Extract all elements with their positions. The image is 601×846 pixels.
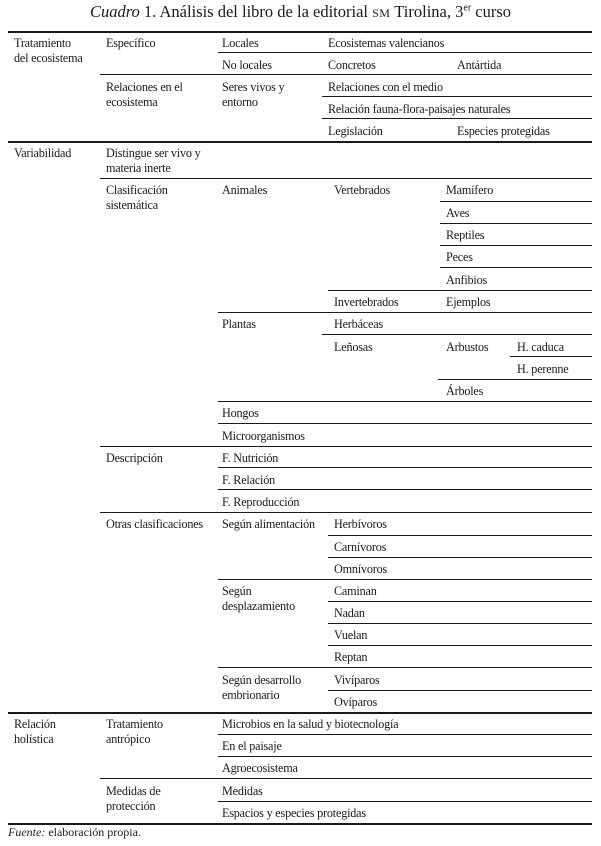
cell: Ecosistemas valencianos xyxy=(328,36,445,50)
rule xyxy=(438,379,592,380)
cell-category: Tratamiento del ecosistema xyxy=(14,36,83,65)
cell: Clasificación sistemática xyxy=(106,183,168,212)
cell: Espacios y especies protegidas xyxy=(222,806,366,820)
rule xyxy=(440,201,592,202)
cell: F. Nutrición xyxy=(222,451,279,465)
section-rule xyxy=(8,712,592,714)
cell: Herbívoros xyxy=(334,517,387,531)
cell: En el paisaje xyxy=(222,739,282,753)
rule xyxy=(440,245,592,246)
cell: Árboles xyxy=(446,384,484,398)
rule xyxy=(100,446,592,447)
cell: Hongos xyxy=(222,406,259,420)
cell: Agroecosistema xyxy=(222,761,298,775)
rule xyxy=(440,267,592,268)
rule xyxy=(100,778,592,779)
rule xyxy=(328,535,592,536)
section-rule xyxy=(8,141,592,143)
cell: F. Reproducción xyxy=(222,495,300,509)
cell: Aves xyxy=(446,206,470,220)
cell: Plantas xyxy=(222,317,256,331)
cell: Anfibios xyxy=(446,273,488,287)
cell: Vuelan xyxy=(334,628,368,642)
cell: Especies protegidas xyxy=(457,124,550,138)
cell-category: Variabilidad xyxy=(14,146,72,160)
cell: Concretos xyxy=(328,58,376,72)
cell: Vertebrados xyxy=(334,183,391,197)
cell: No locales xyxy=(222,58,272,72)
cell: Vivíparos xyxy=(334,673,380,687)
cell: Seres vivos y entorno xyxy=(222,80,285,109)
cell: Medidas de protección xyxy=(106,784,161,813)
rule xyxy=(100,512,592,513)
cell: Tratamiento antrópico xyxy=(106,717,163,746)
cell: Reptiles xyxy=(446,228,485,242)
cell-category: Relación holística xyxy=(14,717,56,746)
cell: Distingue ser vivo y materia inerte xyxy=(106,146,201,175)
rule xyxy=(218,423,592,424)
caption-number: 1. xyxy=(143,2,157,21)
rule xyxy=(218,801,592,802)
cell: Relaciones con el medio xyxy=(328,80,443,94)
cell: Microorganismos xyxy=(222,429,305,443)
cell: Específico xyxy=(106,36,156,50)
rule xyxy=(218,401,592,402)
caption-label: Cuadro xyxy=(89,2,140,21)
rule xyxy=(218,312,592,313)
cell: Animales xyxy=(222,183,268,197)
cell: Según desplazamiento xyxy=(222,584,296,613)
cell: Microbios en la salud y biotecnología xyxy=(222,717,399,731)
cell: H. caduca xyxy=(517,340,564,354)
cell: Legislación xyxy=(328,124,383,138)
rule xyxy=(218,756,592,757)
rule xyxy=(218,489,592,490)
rule xyxy=(218,734,592,735)
rule xyxy=(218,667,592,668)
rule xyxy=(328,690,592,691)
rule xyxy=(328,290,592,291)
cell: Medidas xyxy=(222,784,263,798)
cell: Carnívoros xyxy=(334,540,387,554)
caption-text-b: Tirolina, 3 xyxy=(394,2,464,21)
rule xyxy=(218,467,592,468)
cell: Otras clasificaciones xyxy=(106,517,203,531)
cell: Omnívoros xyxy=(334,562,388,576)
cell: H. perenne xyxy=(517,362,569,376)
cell: Caminan xyxy=(334,584,377,598)
rule xyxy=(328,601,592,602)
top-rule xyxy=(8,31,592,33)
cell: Peces xyxy=(446,250,473,264)
cell: Ejemplos xyxy=(446,295,491,309)
cell: Relación fauna-flora-paisajes naturales xyxy=(328,102,511,116)
cell: Locales xyxy=(222,36,259,50)
rule xyxy=(328,645,592,646)
rule xyxy=(322,118,592,119)
caption-text-c: curso xyxy=(475,2,512,21)
cell: Arbustos xyxy=(446,340,489,354)
rule xyxy=(328,623,592,624)
caption-text-a: Análisis del libro de la editorial xyxy=(159,2,368,21)
cell: Invertebrados xyxy=(334,295,399,309)
rule xyxy=(218,579,592,580)
source-text: elaboración propia. xyxy=(48,825,141,839)
caption-sup: er xyxy=(463,2,472,14)
cell: Reptan xyxy=(334,650,368,664)
cell: Ovíparos xyxy=(334,695,378,709)
rule xyxy=(322,334,592,335)
cell: Según alimentación xyxy=(222,517,315,531)
cell: Mamífero xyxy=(446,183,494,197)
cell: Según desarrollo embrionario xyxy=(222,673,302,702)
cell: Herbáceas xyxy=(334,317,383,331)
table-caption xyxy=(0,2,601,22)
rule xyxy=(510,356,592,357)
source-label: Fuente: xyxy=(8,825,46,839)
cell: Leñosas xyxy=(334,340,373,354)
cell: Relaciones en el ecosistema xyxy=(106,80,183,109)
rule xyxy=(440,223,592,224)
cell: Nadan xyxy=(334,606,365,620)
cell: F. Relación xyxy=(222,473,276,487)
rule xyxy=(100,178,592,179)
rule xyxy=(100,74,592,75)
rule xyxy=(218,52,592,53)
rule xyxy=(328,557,592,558)
caption-publisher: SM xyxy=(372,6,391,20)
cell: Antártida xyxy=(457,58,502,72)
cell: Descripción xyxy=(106,451,163,465)
rule xyxy=(322,96,592,97)
table-source-note xyxy=(8,825,141,840)
